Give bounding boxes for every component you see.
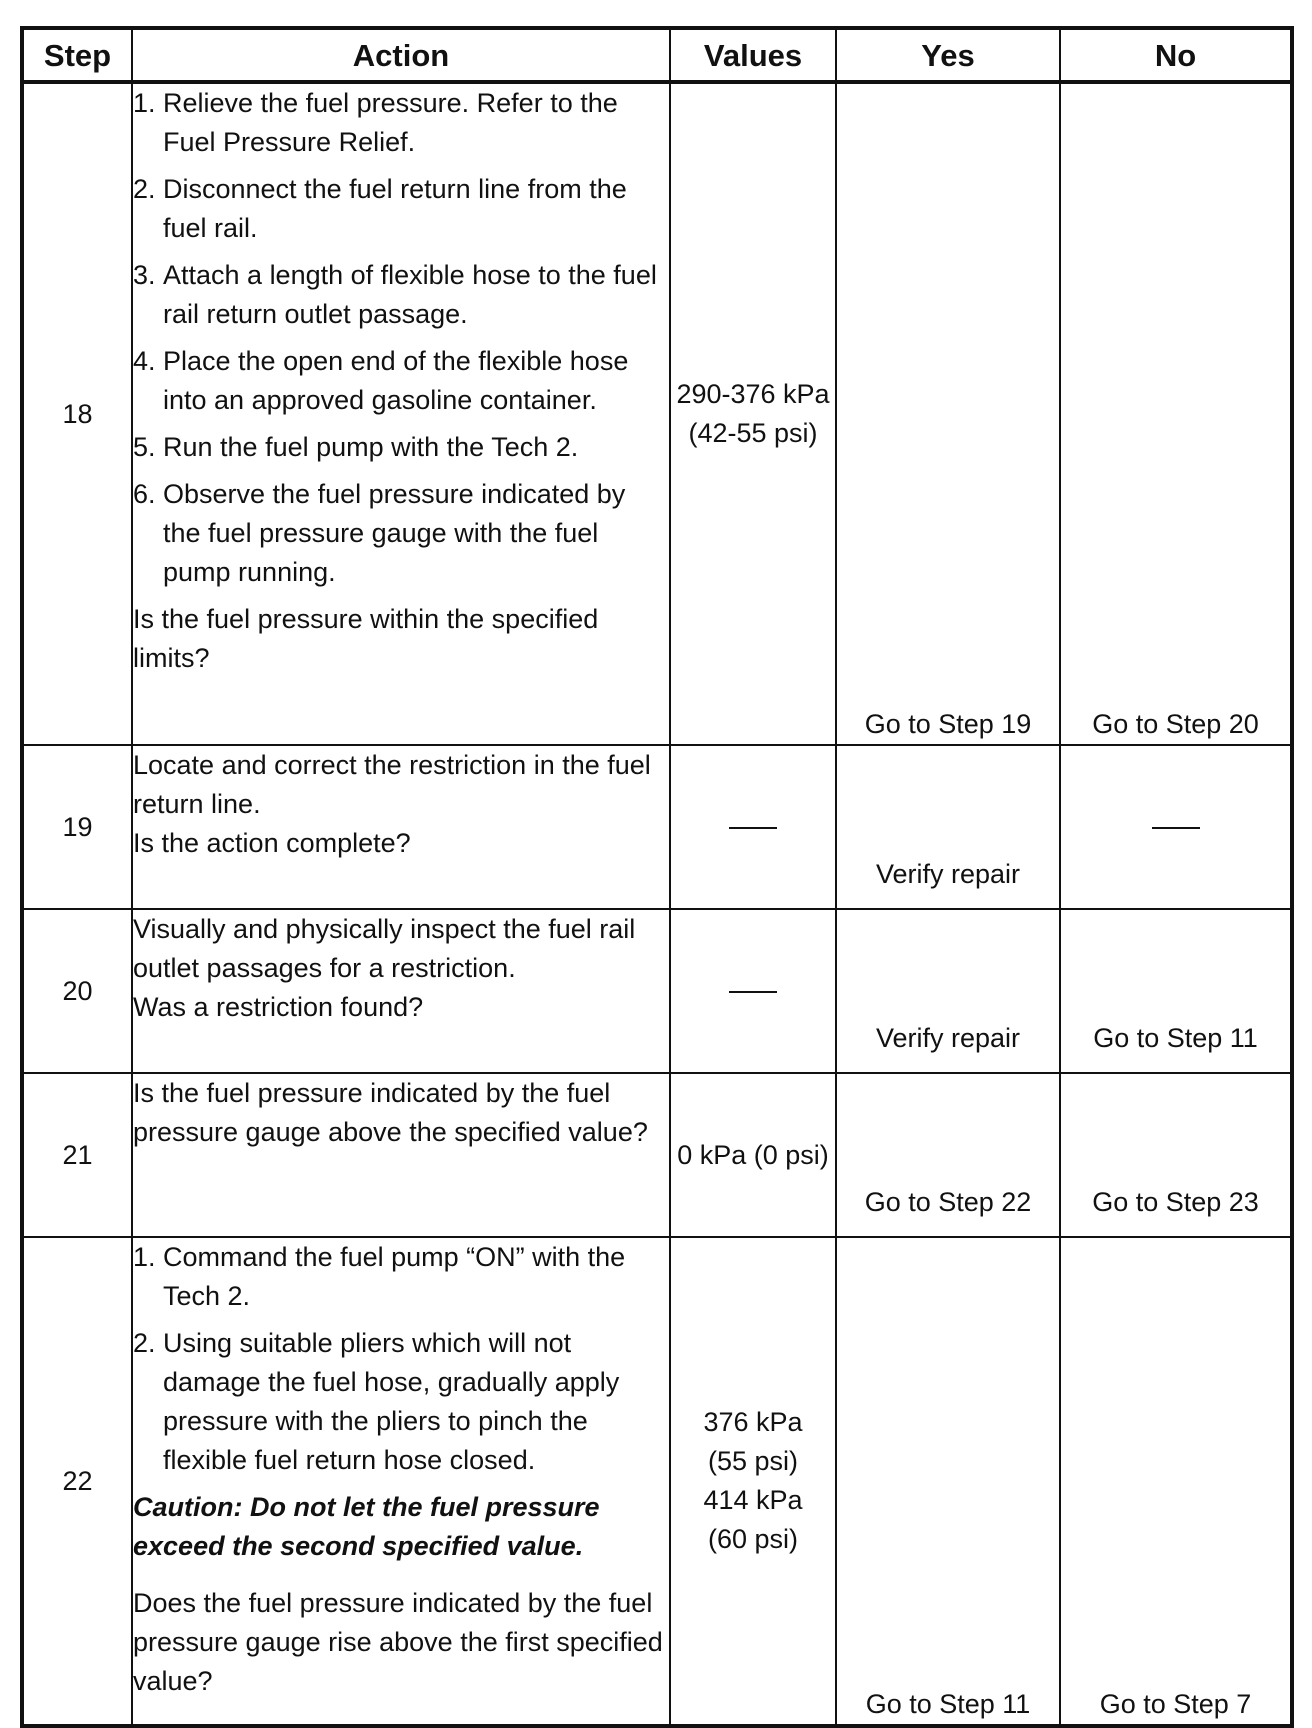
header-values: Values [670, 28, 836, 82]
step-number: 19 [22, 745, 132, 909]
action-cell [132, 1073, 670, 1237]
list-number: 4. [133, 346, 156, 376]
list-item [133, 1324, 669, 1480]
action-steps [133, 84, 669, 592]
list-item [133, 475, 669, 592]
value-line: (60 psi) [707, 1524, 799, 1554]
list-item [133, 170, 669, 248]
list-text: Run the fuel pump with the Tech 2. [163, 432, 579, 462]
list-item [133, 84, 669, 162]
step-number: 21 [22, 1073, 132, 1237]
list-item [133, 342, 669, 420]
yes-cell: Go to Step 22 [836, 1073, 1060, 1237]
value-line: (55 psi) [707, 1446, 799, 1476]
values-cell [670, 1237, 836, 1726]
value-line: 414 kPa [703, 1485, 803, 1515]
action-question: Is the fuel pressure indicated by the fuel pressure gauge above the specified value? [133, 1078, 648, 1147]
list-number: 1. [133, 88, 156, 118]
list-text: Attach a length of flexible hose to the fuel rail return outlet passage. [163, 260, 657, 329]
action-cell [132, 1237, 670, 1726]
values-cell: 290-376 kPa (42-55 psi) [670, 82, 836, 745]
no-cell: Go to Step 11 [1060, 909, 1292, 1073]
header-row [22, 28, 1292, 82]
header-action: Action [132, 28, 670, 82]
table-row [22, 745, 1292, 909]
header-no: No [1060, 28, 1292, 82]
list-text: Using suitable pliers which will not damage the fuel hose, gradually apply pressure with the pliers to pinch the flexible fuel return hose closed. [163, 1328, 620, 1475]
step-number: 18 [22, 82, 132, 745]
list-number: 3. [133, 260, 156, 290]
action-question: Does the fuel pressure indicated by the fuel pressure gauge rise above the first specified value? [133, 1588, 663, 1696]
dash-mark [729, 827, 777, 829]
table-row [22, 1237, 1292, 1726]
header-yes: Yes [836, 28, 1060, 82]
header-step: Step [22, 28, 132, 82]
action-steps [133, 1238, 669, 1480]
action-text: Visually and physically inspect the fuel rail outlet passages for a restriction. [133, 914, 636, 983]
list-text: Place the open end of the flexible hose into an approved gasoline container. [163, 346, 629, 415]
list-item [133, 256, 669, 334]
list-text: Observe the fuel pressure indicated by the fuel pressure gauge with the fuel pump running. [163, 479, 626, 587]
list-item [133, 1238, 669, 1316]
yes-cell: Go to Step 19 [836, 82, 1060, 745]
diagnostic-table [20, 26, 1294, 1728]
caution-note: Caution: Do not let the fuel pressure exceed the second specified value. [133, 1492, 600, 1561]
values-cell: 0 kPa (0 psi) [670, 1073, 836, 1237]
action-text: Locate and correct the restriction in the fuel return line. [133, 750, 651, 819]
table-row [22, 1073, 1292, 1237]
list-text: Command the fuel pump “ON” with the Tech 2. [163, 1242, 626, 1311]
no-cell [1060, 745, 1292, 909]
table-row [22, 82, 1292, 745]
yes-cell: Verify repair [836, 745, 1060, 909]
list-text: Disconnect the fuel return line from the fuel rail. [163, 174, 627, 243]
list-item [133, 428, 669, 467]
no-cell: Go to Step 7 [1060, 1237, 1292, 1726]
no-cell: Go to Step 20 [1060, 82, 1292, 745]
yes-cell: Verify repair [836, 909, 1060, 1073]
list-number: 6. [133, 479, 156, 509]
list-number: 2. [133, 174, 156, 204]
action-question: Is the action complete? [133, 828, 411, 858]
step-number: 20 [22, 909, 132, 1073]
action-cell [132, 909, 670, 1073]
table-row [22, 909, 1292, 1073]
list-number: 1. [133, 1242, 156, 1272]
values-cell [670, 745, 836, 909]
action-question: Was a restriction found? [133, 992, 424, 1022]
list-number: 2. [133, 1328, 156, 1358]
yes-cell: Go to Step 11 [836, 1237, 1060, 1726]
values-cell [670, 909, 836, 1073]
action-cell [132, 745, 670, 909]
action-question: Is the fuel pressure within the specified limits? [133, 604, 599, 673]
list-number: 5. [133, 432, 156, 462]
value-line: 376 kPa [703, 1407, 803, 1437]
no-cell: Go to Step 23 [1060, 1073, 1292, 1237]
dash-mark [1152, 827, 1200, 829]
dash-mark [729, 991, 777, 993]
step-number: 22 [22, 1237, 132, 1726]
list-text: Relieve the fuel pressure. Refer to the Fuel Pressure Relief. [163, 88, 618, 157]
action-cell [132, 82, 670, 745]
